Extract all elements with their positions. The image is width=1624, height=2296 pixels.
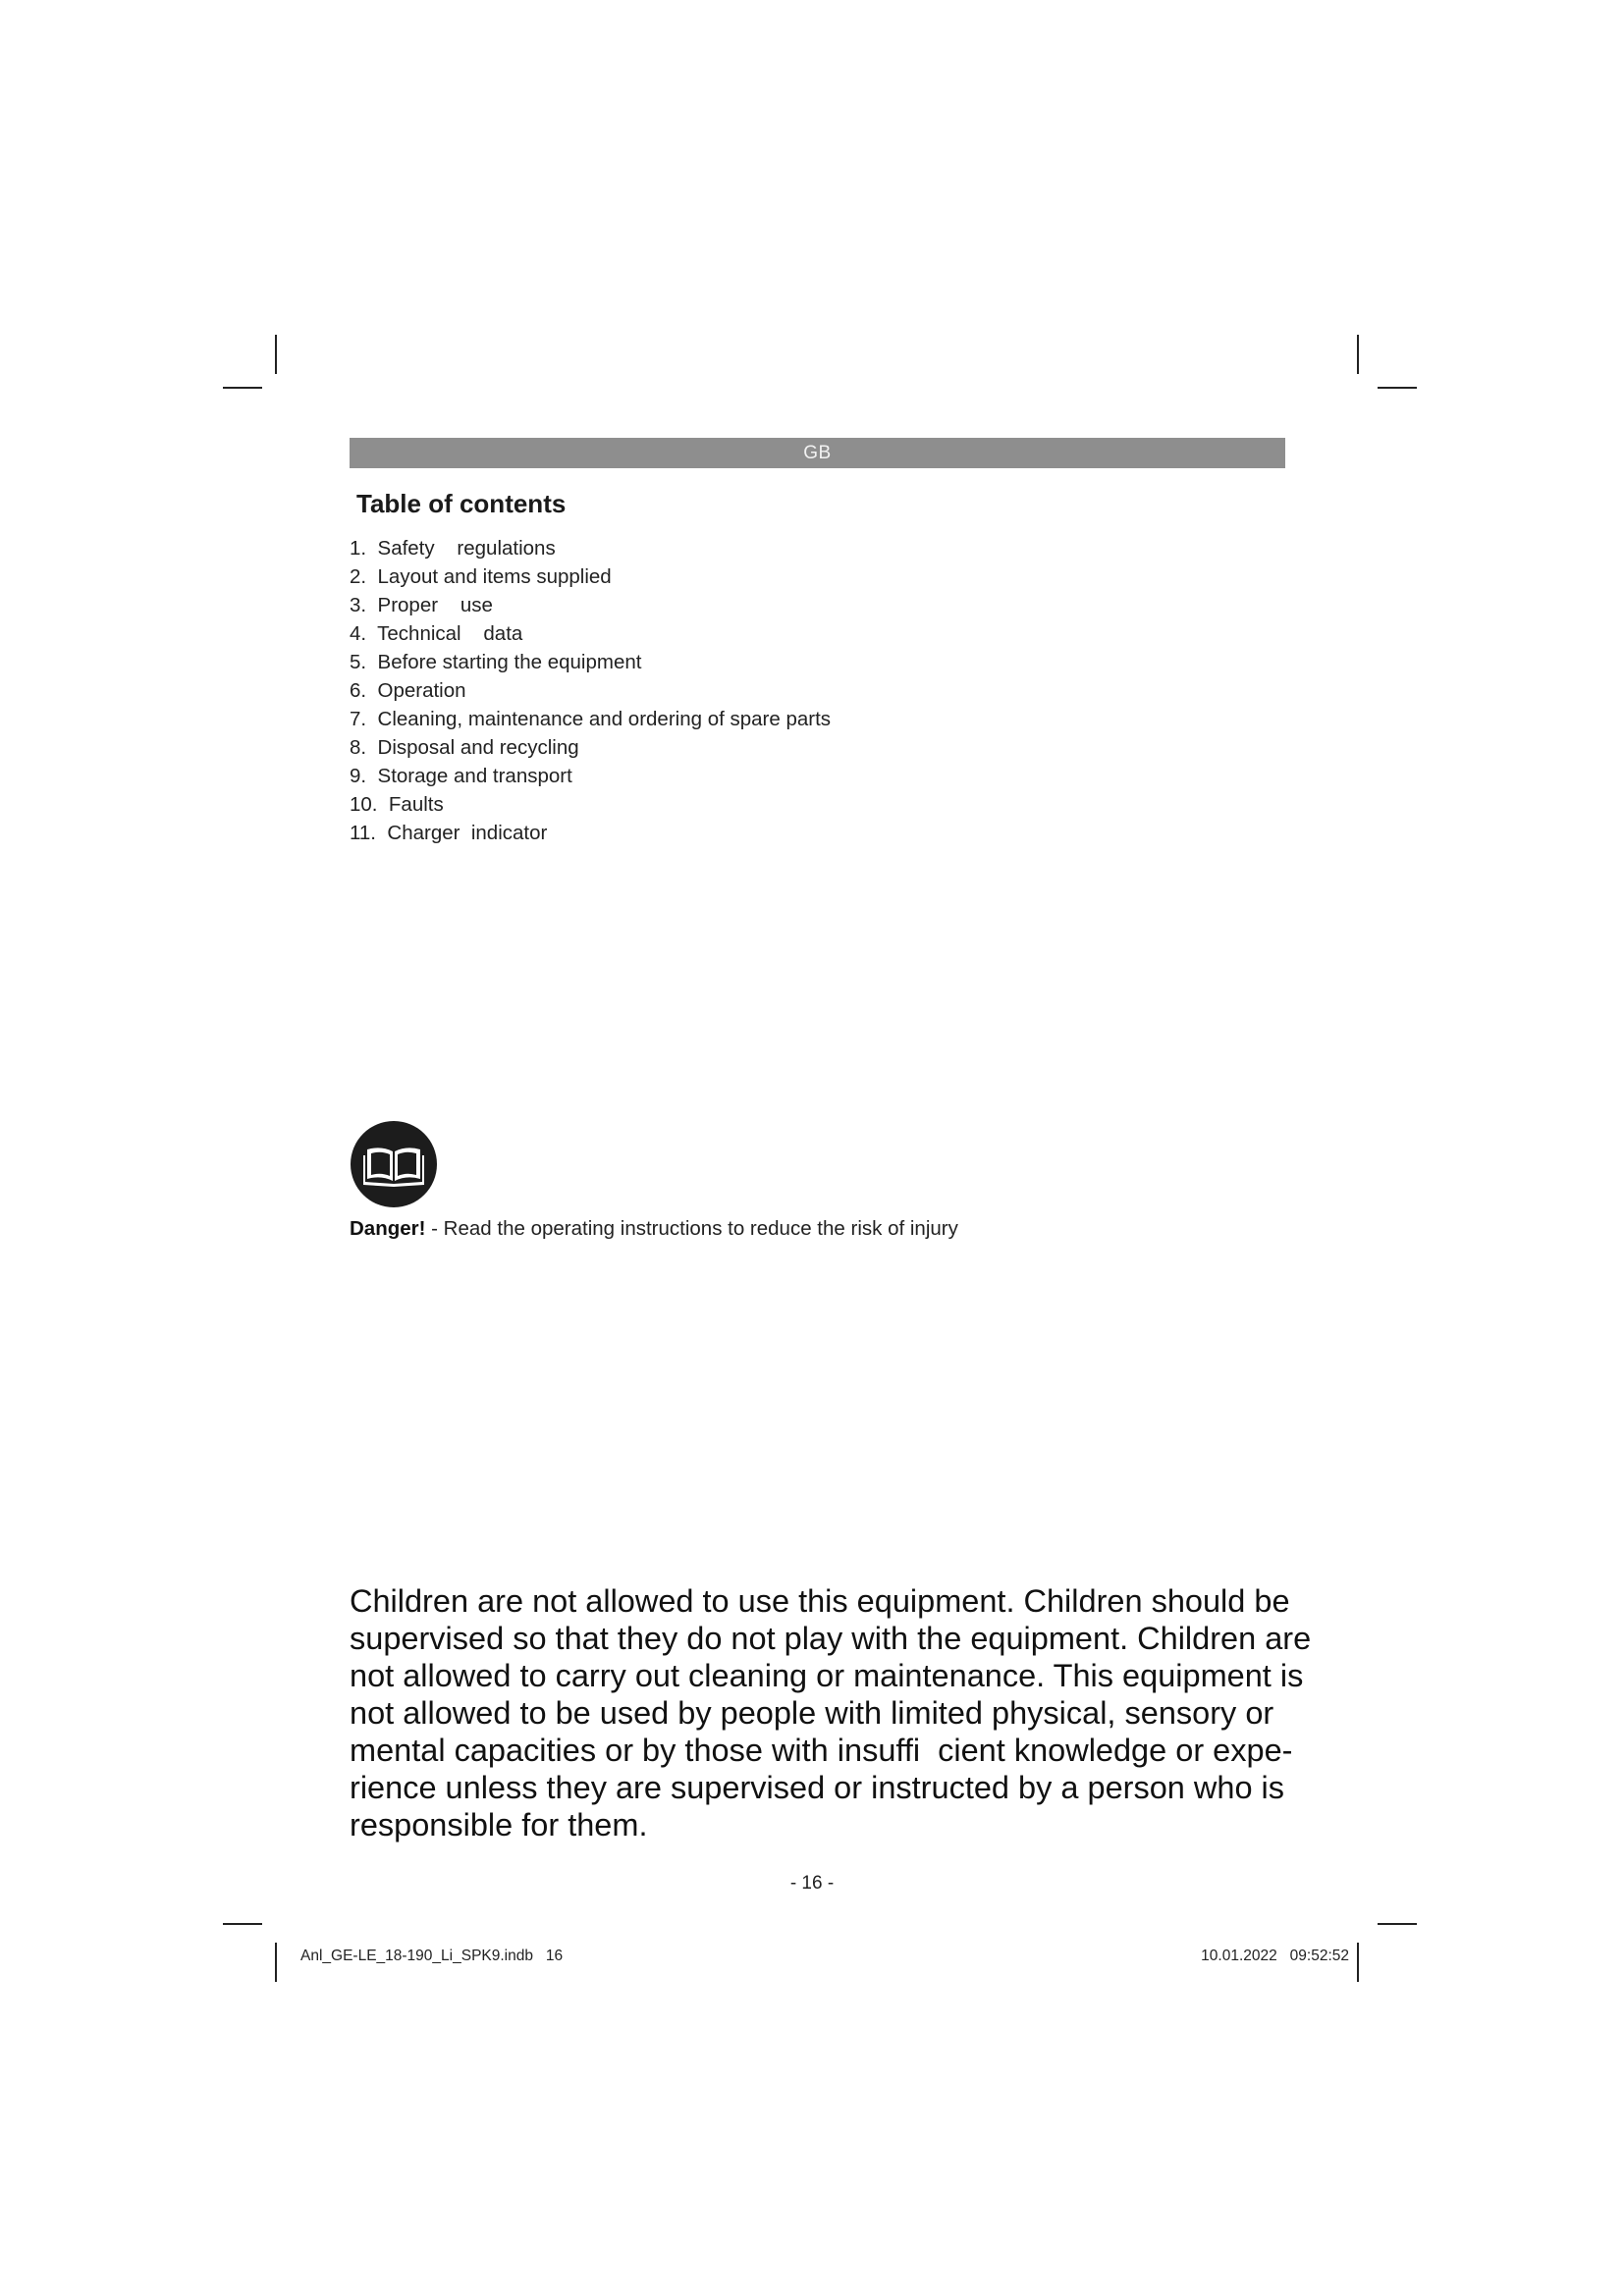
toc-item-number: 4. — [350, 622, 367, 645]
book-icon — [350, 1120, 438, 1208]
language-code: GB — [803, 443, 832, 463]
toc-item — [350, 705, 831, 733]
toc-item-number: 9. — [350, 765, 367, 787]
toc-item-label: Technical data — [377, 622, 523, 645]
toc-item-number: 7. — [350, 708, 367, 730]
language-header-bar — [350, 438, 1285, 468]
toc-item-label: Proper use — [377, 594, 493, 616]
toc-item-label: Cleaning, maintenance and ordering of spare parts — [377, 708, 832, 730]
toc-title: Table of contents — [356, 489, 567, 518]
footer-file-name: Anl_GE-LE_18-190_Li_SPK9.indb 16 — [300, 1948, 564, 1964]
children-notice-line: Children are not allowed to use this equipment. Children should be — [350, 1583, 1290, 1619]
toc-item-label: Storage and transport — [377, 765, 572, 787]
toc-item-label: Safety regulations — [377, 537, 556, 560]
toc-list — [350, 534, 831, 847]
crop-mark-bottom-right-horizontal — [1378, 1923, 1417, 1925]
toc-item — [350, 591, 831, 619]
danger-label: Danger! — [350, 1217, 426, 1240]
toc-item-number: 3. — [350, 594, 367, 616]
crop-mark-bottom-left-horizontal — [223, 1923, 262, 1925]
toc-item — [350, 619, 831, 648]
crop-mark-top-left-horizontal — [223, 387, 262, 389]
children-notice-line: supervised so that they do not play with the equipment. Children are — [350, 1621, 1312, 1656]
toc-item-label: Faults — [388, 793, 444, 816]
toc-item — [350, 562, 831, 591]
children-notice-line: mental capacities or by those with insuffi cient knowledge or expe- — [350, 1733, 1293, 1768]
children-notice — [350, 1582, 1312, 1843]
toc-item — [350, 819, 831, 847]
page-number: - 16 - — [789, 1873, 835, 1894]
toc-item — [350, 676, 831, 705]
children-notice-line: rience unless they are supervised or instructed by a person who is — [350, 1770, 1285, 1805]
toc-item-label: Disposal and recycling — [377, 736, 579, 759]
danger-text: - Read the operating instructions to reduce the risk of injury — [425, 1217, 958, 1240]
crop-mark-top-left-vertical — [275, 335, 277, 374]
toc-item-number: 10. — [350, 793, 378, 816]
crop-mark-bottom-right-vertical — [1357, 1943, 1359, 1982]
footer-timestamp: 10.01.2022 09:52:52 — [1201, 1948, 1349, 1964]
crop-mark-bottom-left-vertical — [275, 1943, 277, 1982]
children-notice-line: not allowed to be used by people with limited physical, sensory or — [350, 1695, 1274, 1731]
crop-mark-top-right-vertical — [1357, 335, 1359, 374]
toc-item-number: 6. — [350, 679, 367, 702]
children-notice-line: responsible for them. — [350, 1807, 648, 1842]
toc-item — [350, 733, 831, 762]
toc-item-number: 11. — [350, 822, 376, 844]
toc-item-label: Operation — [377, 679, 466, 702]
toc-item — [350, 534, 831, 562]
toc-item-label: Charger indicator — [387, 822, 548, 844]
toc-item-label: Layout and items supplied — [377, 565, 612, 588]
toc-item-label: Before starting the equipment — [377, 651, 642, 673]
toc-item — [350, 648, 831, 676]
toc-item — [350, 790, 831, 819]
toc-item-number: 8. — [350, 736, 367, 759]
toc-item — [350, 762, 831, 790]
toc-item-number: 5. — [350, 651, 367, 673]
toc-item-number: 2. — [350, 565, 367, 588]
toc-item-number: 1. — [350, 537, 367, 560]
children-notice-line: not allowed to carry out cleaning or maintenance. This equipment is — [350, 1658, 1304, 1693]
crop-mark-top-right-horizontal — [1378, 387, 1417, 389]
danger-warning — [350, 1217, 958, 1241]
